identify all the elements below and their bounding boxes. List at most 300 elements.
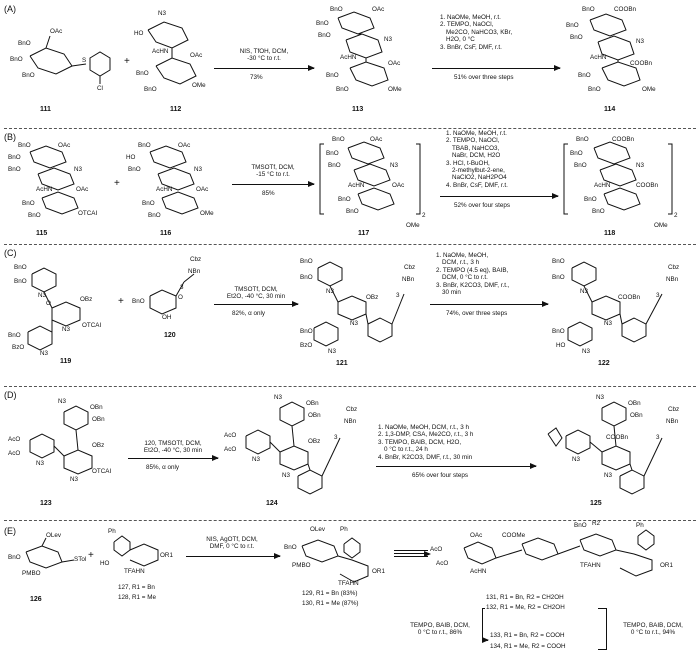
label: AcO — [224, 432, 237, 439]
label: AcO — [8, 450, 21, 457]
structure-111 — [10, 28, 120, 98]
line: 1. NaOMe, MeOH, r.t. — [446, 130, 507, 137]
compound-id-121: 121 — [336, 360, 348, 367]
r-group-label-128: 128, R1 = Me — [118, 594, 156, 601]
label: BnO — [22, 72, 35, 79]
label: N3 — [604, 472, 613, 479]
label: N3 — [36, 460, 45, 467]
compound-id-122: 122 — [598, 360, 610, 367]
plus-sign: + — [124, 56, 130, 67]
label: OBn — [630, 412, 643, 419]
reaction-arrow-d2 — [376, 466, 536, 467]
label: BnO — [318, 32, 331, 39]
structure-116 — [126, 142, 230, 226]
divider — [4, 386, 696, 387]
label: N3 — [604, 320, 613, 327]
conditions-b1 — [232, 164, 314, 179]
label: N3 — [572, 456, 581, 463]
label: OMe — [388, 86, 402, 93]
label: N3 — [274, 394, 283, 401]
label: OAc — [470, 532, 483, 539]
compound-id-112: 112 — [170, 106, 182, 113]
label: BnO — [284, 544, 297, 551]
label: BnO — [326, 150, 339, 157]
reaction-arrow-d1 — [128, 458, 218, 459]
structure-126 — [8, 532, 98, 586]
label: OMe — [406, 222, 420, 229]
line: 2-methylbut-2-ene, — [452, 167, 505, 175]
yield-b1: 85% — [262, 190, 275, 197]
conditions-c1 — [214, 286, 298, 301]
arrow-line — [394, 556, 428, 557]
label: OMe — [654, 222, 668, 229]
reaction-arrow-c2 — [430, 304, 548, 305]
reaction-arrow-b1 — [232, 184, 314, 185]
label: AcO — [430, 546, 443, 553]
line: -30 °C to r.t. — [247, 55, 281, 63]
structure-115 — [8, 142, 108, 226]
label: N3 — [70, 476, 79, 483]
line: Et2O, -40 °C, 30 min — [226, 293, 286, 301]
label: Cbz — [404, 264, 416, 271]
line: 1. NaOMe, MeOH, — [436, 252, 489, 259]
structure-125 — [540, 394, 692, 502]
label: BnO — [566, 22, 579, 29]
line: 3. TEMPO, BAIB, DCM, H2O, — [378, 438, 462, 446]
label: BnO — [574, 162, 587, 169]
compound-id-113: 113 — [352, 106, 364, 113]
label: COOBn — [630, 60, 653, 67]
conditions-a2 — [440, 14, 550, 51]
label: N3 — [282, 472, 291, 479]
label: AcHN — [590, 54, 607, 61]
label: BnO — [18, 142, 31, 149]
label: OR1 — [372, 568, 385, 575]
label: BnO — [148, 212, 161, 219]
label: OBz — [308, 438, 321, 445]
label: COOBn — [618, 294, 641, 301]
label: BnO — [570, 150, 583, 157]
label: BnO — [582, 6, 595, 13]
label: BnO — [18, 40, 31, 47]
plus-sign: + — [114, 178, 120, 189]
line: TMSOTf, DCM, — [251, 164, 295, 171]
label: S — [82, 57, 87, 64]
r-group-label-132: 132, R1 = Me, R2 = CH2OH — [486, 604, 565, 611]
reaction-arrow-a1 — [214, 68, 314, 69]
label: OAc — [196, 186, 209, 193]
panel-e — [0, 522, 700, 656]
label: N3 — [40, 350, 49, 357]
label: N3 — [326, 288, 335, 295]
r-group-label-134: 134, R1 = Me, R2 = COOH — [490, 643, 566, 650]
label: HO — [126, 154, 136, 161]
label: NBn — [344, 418, 357, 425]
label: N3 — [328, 348, 337, 355]
line: TEMPO, BAIB, DCM, — [410, 622, 470, 629]
panel-b — [0, 130, 700, 242]
line: 3. BnBr, K2CO3, DMF, r.t., — [436, 281, 510, 289]
panel-c — [0, 246, 700, 374]
label: AcHN — [594, 182, 611, 189]
label: 3 — [180, 284, 184, 291]
multistep-arrowhead — [394, 554, 430, 555]
compound-id-118: 118 — [604, 230, 616, 237]
reaction-arrow-a2 — [432, 68, 560, 69]
panel-b-label: (B) — [4, 132, 16, 142]
line: 1. NaOMe, MeOH, r.t. — [440, 14, 501, 21]
structure-119-bonds — [8, 260, 112, 356]
yield-d1: 85%, α only — [146, 464, 180, 471]
label: OTCAI — [78, 210, 98, 217]
r-group-label-133: 133, R1 = Bn, R2 = COOH — [490, 632, 565, 639]
line: 30 min — [442, 289, 461, 297]
structure-124 — [222, 394, 368, 502]
structure-129 — [284, 524, 396, 590]
label: TFAHN — [124, 568, 145, 575]
label: OAc — [76, 186, 89, 193]
reaction-arrow-e-left — [482, 640, 488, 641]
label: OR1 — [160, 552, 173, 559]
structure-119 — [8, 260, 112, 356]
label: N3 — [596, 394, 605, 401]
label: Cl — [97, 85, 103, 92]
label: N3 — [582, 348, 591, 355]
divider — [4, 244, 696, 245]
label: PMBO — [292, 562, 311, 569]
label: BnO — [136, 70, 149, 77]
label: 3 — [656, 292, 660, 299]
compound-id-126: 126 — [30, 596, 42, 603]
label: BnO — [22, 200, 35, 207]
yield-d2: 65% over four steps — [412, 472, 469, 479]
label: AcO — [8, 436, 21, 443]
panel-d-label: (D) — [4, 390, 17, 400]
label: N3 — [158, 10, 167, 17]
arrow-line — [394, 550, 428, 551]
label: OR1 — [660, 562, 673, 569]
label: BnO — [300, 258, 313, 265]
structure-127 — [100, 528, 180, 578]
label: BnO — [326, 72, 339, 79]
label: BnO — [132, 298, 145, 305]
label: OAc — [388, 60, 401, 67]
line: TBAB, NaHCO3, — [452, 144, 500, 152]
yield-c1: 82%, α only — [232, 310, 266, 317]
structure-123-bonds — [8, 398, 126, 500]
label: N3 — [74, 166, 83, 173]
plus-sign: + — [118, 296, 124, 307]
line: DMF, 0 °C to r.t. — [209, 543, 255, 551]
label: BnO — [144, 86, 157, 93]
line: TMSOTf, DCM, — [234, 286, 278, 293]
panel-c-label: (C) — [4, 248, 17, 258]
label: TFAHN — [580, 562, 601, 569]
label: OMe — [200, 210, 214, 217]
r-group-label-131: 131, R1 = Bn, R2 = CH2OH — [486, 594, 564, 601]
line: 2. 1,3-DMP, CSA, Me2CO, r.t., 3 h — [378, 431, 474, 439]
label: AcHN — [156, 186, 173, 193]
label: AcHN — [36, 186, 53, 193]
label: BnO — [338, 196, 351, 203]
structure-112 — [134, 10, 214, 106]
line: 4. BnBr, CsF, DMF, r.t. — [446, 181, 508, 189]
label: BnO — [584, 196, 597, 203]
compound-id-125: 125 — [590, 500, 602, 507]
label: BnO — [574, 522, 587, 529]
label: COOBn — [606, 434, 629, 441]
compound-id-124: 124 — [266, 500, 278, 507]
line: H2O, 0 °C — [446, 36, 475, 44]
label: N3 — [38, 292, 47, 299]
label: BnO — [592, 208, 605, 215]
label: BnO — [552, 274, 565, 281]
label: 2 — [422, 212, 426, 219]
label: OAc — [50, 28, 63, 35]
line: 0 °C to r.t., 24 h — [384, 446, 428, 454]
reaction-arrow-c1 — [214, 304, 298, 305]
label: BnO — [142, 200, 155, 207]
line: 120, TMSOTf, DCM, — [144, 440, 202, 447]
structure-120 — [132, 256, 212, 326]
line: 0 °C to r.t., 94% — [630, 629, 676, 637]
label: BnO — [138, 142, 151, 149]
label: BnO — [570, 34, 583, 41]
label: BnO — [552, 258, 565, 265]
conditions-d2 — [378, 424, 538, 461]
divider — [4, 128, 696, 129]
label: BnO — [332, 136, 345, 143]
label: AcHN — [470, 568, 487, 575]
label: OTCAI — [92, 468, 112, 475]
label: HO — [556, 342, 566, 349]
label: BnO — [316, 20, 329, 27]
label: AcO — [436, 560, 449, 567]
compound-id-120: 120 — [164, 332, 176, 339]
compound-id-117: 117 — [358, 230, 370, 237]
line: 3. BnBr, CsF, DMF, r.t. — [440, 43, 502, 51]
label: OBn — [92, 416, 105, 423]
label: NBn — [666, 276, 679, 283]
conditions-e-left — [400, 622, 480, 637]
label: OBz — [92, 442, 105, 449]
label: OAc — [58, 142, 71, 149]
structure-116-bonds — [126, 142, 230, 226]
label: Cbz — [668, 406, 680, 413]
label: BnO — [330, 6, 343, 13]
line: Me2CO, NaHCO3, KBr, — [446, 28, 513, 36]
label: OBn — [90, 404, 103, 411]
label: BnO — [14, 278, 27, 285]
line: 1. NaOMe, MeOH, DCM, r.t., 3 h — [378, 424, 469, 431]
label: OAc — [178, 142, 191, 149]
label: OTCAI — [82, 322, 102, 329]
conditions-d1 — [128, 440, 218, 455]
line: NIS, TfOH, DCM, — [239, 48, 289, 55]
label: HO — [100, 560, 110, 567]
line: DCM, r.t., 3 h — [442, 259, 480, 267]
label: STol — [74, 556, 87, 563]
label: AcHN — [152, 48, 169, 55]
bracket-right — [598, 608, 607, 650]
structure-121 — [300, 254, 426, 360]
structure-111-bonds — [10, 28, 120, 98]
structure-123 — [8, 398, 126, 500]
label: Ph — [340, 526, 348, 533]
label: Cbz — [668, 264, 680, 271]
label: OBn — [628, 400, 641, 407]
line: 3. HCl, t-BuOH, — [446, 159, 490, 167]
compound-id-123: 123 — [40, 500, 52, 507]
panel-e-label: (E) — [4, 526, 16, 536]
label: NBn — [666, 418, 679, 425]
r-group-label-130: 130, R1 = Me (87%) — [302, 600, 359, 607]
plus-sign: + — [88, 550, 94, 561]
label: N3 — [384, 36, 393, 43]
label: N3 — [194, 166, 203, 173]
label: OH — [162, 314, 172, 321]
label: R2 — [592, 520, 601, 527]
panel-a — [0, 0, 700, 128]
line: NaBr, DCM, H2O — [452, 152, 501, 160]
label: N3 — [350, 320, 359, 327]
line: NIS, AgOTf, DCM, — [206, 536, 258, 543]
label: BnO — [8, 154, 21, 161]
label: Cbz — [346, 406, 358, 413]
label: OAc — [190, 52, 203, 59]
label: BnO — [552, 328, 565, 335]
label: BnO — [8, 332, 21, 339]
line: 0 °C to r.t., 86% — [417, 629, 463, 637]
label: BnO — [588, 86, 601, 93]
label: TFAHN — [338, 580, 359, 587]
label: OMe — [192, 82, 206, 89]
line: NaClO2, NaH2PO4 — [452, 174, 507, 182]
label: BnO — [10, 56, 23, 63]
line: Et2O, -40 °C, 30 min — [143, 447, 203, 455]
line: TEMPO, BAIB, DCM, — [623, 622, 683, 629]
label: N3 — [252, 456, 261, 463]
label: BnO — [300, 274, 313, 281]
structure-114-bonds — [566, 6, 676, 104]
label: BzO — [300, 342, 313, 349]
label: N3 — [580, 288, 589, 295]
line: 4. BnBr, K2CO3, DMF, r.t., 30 min — [378, 453, 473, 461]
label: Cbz — [190, 256, 202, 263]
compound-id-119: 119 — [60, 358, 72, 365]
label: OBn — [306, 400, 319, 407]
compound-id-114: 114 — [604, 106, 616, 113]
label: BnO — [336, 86, 349, 93]
label: 3 — [396, 292, 400, 299]
label: COOBn — [612, 136, 635, 143]
structure-118 — [562, 136, 688, 232]
label: OAc — [370, 136, 383, 143]
label: OLev — [310, 526, 326, 533]
label: BnO — [8, 554, 21, 561]
label: OBn — [308, 412, 321, 419]
yield-c2: 74%, over three steps — [446, 310, 508, 317]
label: OMe — [642, 86, 656, 93]
compound-id-116: 116 — [160, 230, 172, 237]
label: BnO — [300, 328, 313, 335]
structure-114 — [566, 6, 676, 104]
label: O — [46, 300, 51, 307]
label: N3 — [636, 38, 645, 45]
yield-a2: 51% over three steps — [454, 74, 514, 81]
label: PMBO — [22, 570, 41, 577]
label: BnO — [328, 162, 341, 169]
line: -15 °C to r.t. — [256, 171, 290, 179]
reaction-arrow-b2 — [440, 196, 558, 197]
label: N3 — [390, 162, 399, 169]
label: AcHN — [340, 54, 357, 61]
label: O — [178, 294, 183, 301]
label: BnO — [14, 264, 27, 271]
compound-id-115: 115 — [36, 230, 48, 237]
label: OAc — [392, 182, 405, 189]
label: COOBn — [614, 6, 637, 13]
label: Ph — [636, 522, 644, 529]
label: 2 — [674, 212, 678, 219]
label: BnO — [346, 208, 359, 215]
label: COOBn — [636, 182, 659, 189]
label: BnO — [578, 72, 591, 79]
structure-113 — [316, 6, 416, 104]
label: AcO — [224, 446, 237, 453]
structure-117 — [318, 136, 428, 232]
r-group-label-129: 129, R1 = Bn (83%) — [302, 590, 358, 597]
conditions-e-right — [610, 622, 696, 637]
panel-d — [0, 388, 700, 518]
label: HO — [134, 30, 144, 37]
structure-120-bonds — [132, 256, 212, 326]
label: BnO — [576, 136, 589, 143]
r-group-label-127: 127, R1 = Bn — [118, 584, 155, 591]
label: N3 — [62, 326, 71, 333]
reaction-arrow-e1 — [186, 556, 280, 557]
label: N3 — [58, 398, 67, 405]
label: NBn — [188, 268, 201, 275]
yield-b2: 52% over four steps — [454, 202, 511, 209]
conditions-e1 — [184, 536, 280, 551]
label: N3 — [636, 162, 645, 169]
compound-id-111: 111 — [40, 106, 51, 113]
label: OAc — [372, 6, 385, 13]
structure-131 — [430, 522, 696, 588]
line: 2. TEMPO (4.5 eq), BAIB, — [436, 266, 509, 274]
label: Ph — [108, 528, 116, 535]
label: NBn — [402, 276, 415, 283]
label: BzO — [12, 344, 25, 351]
label: COOMe — [502, 532, 526, 539]
line: 2. TEMPO, NaOCl, — [446, 137, 500, 145]
label: BnO — [8, 166, 21, 173]
label: 3 — [334, 434, 338, 441]
label: OLev — [46, 532, 62, 539]
conditions-a1 — [214, 48, 314, 63]
conditions-c2 — [436, 252, 546, 296]
label: BnO — [28, 212, 41, 219]
label: AcHN — [348, 182, 365, 189]
label: BnO — [128, 166, 141, 173]
label: 3 — [656, 434, 660, 441]
conditions-b2 — [446, 130, 546, 189]
line: DCM, 0 °C to r.t. — [442, 274, 488, 282]
label: OBz — [80, 296, 93, 303]
label: OBz — [366, 294, 379, 301]
structure-122 — [552, 254, 692, 360]
